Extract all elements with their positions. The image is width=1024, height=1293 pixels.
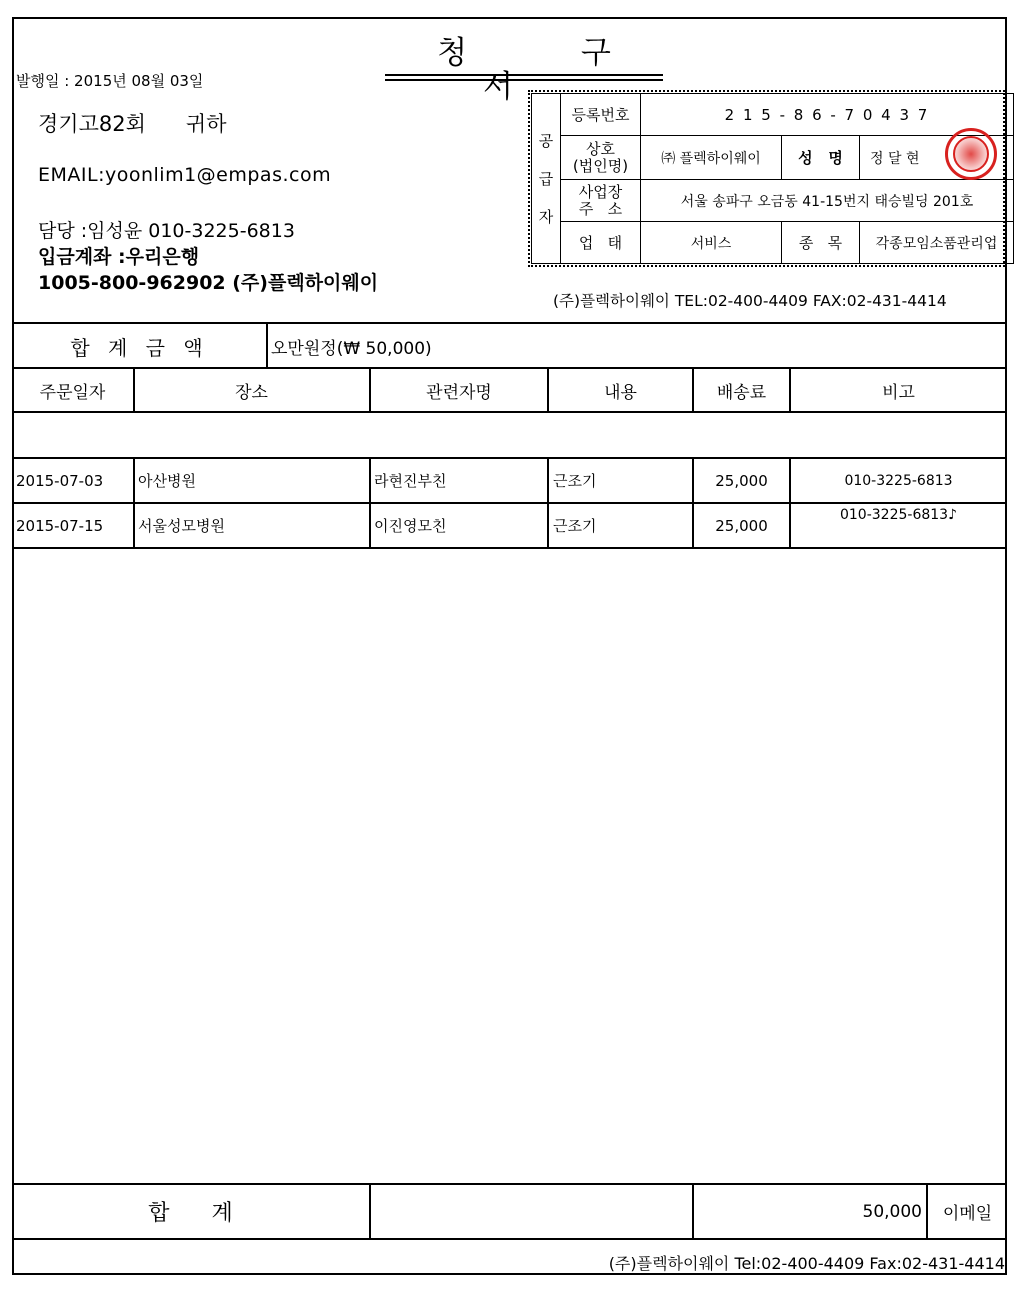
divider <box>12 411 1007 413</box>
col-note: 비고 <box>882 382 915 403</box>
reg-label: 등록번호 <box>561 94 641 136</box>
email: EMAIL:yoonlim1@empas.com <box>38 164 332 186</box>
company-seal-inner-icon <box>953 136 989 172</box>
rep-name: 정 달 현 <box>860 136 951 180</box>
row-person: 라현진부친 <box>374 472 447 490</box>
page-title: 청 구 서 <box>437 35 663 105</box>
company-name: ㈜ 플렉하이웨이 <box>641 136 782 180</box>
sum-amount: 50,000 <box>862 1201 922 1222</box>
row-content: 근조기 <box>553 517 597 535</box>
bank-account: 입금계좌 :우리은행 <box>38 246 200 268</box>
col-content: 내용 <box>604 382 637 403</box>
divider <box>547 457 549 549</box>
title-underline <box>385 79 663 81</box>
divider <box>547 367 549 413</box>
business-type: 서비스 <box>641 222 782 264</box>
recipient: 경기고82회 귀하 <box>38 112 227 136</box>
col-person: 관련자명 <box>426 382 492 403</box>
business-item: 각종모임소품관리업 <box>860 222 1014 264</box>
row-note: 010-3225-6813 <box>844 472 953 489</box>
footer-contact: (주)플렉하이웨이 Tel:02-400-4409 Fax:02-431-4414 <box>608 1253 1005 1273</box>
row-note: 010-3225-6813♪ <box>839 507 958 523</box>
reg-number: 2 1 5 - 8 6 - 7 0 4 3 7 <box>641 94 1014 136</box>
row-place: 서울성모병원 <box>138 517 225 535</box>
row-fee: 25,000 <box>715 516 768 535</box>
address-label: 사업장 주 소 <box>561 180 641 222</box>
divider <box>266 322 268 368</box>
account-number: 1005-800-962902 (주)플렉하이웨이 <box>38 272 379 294</box>
sum-label: 합 계 <box>148 1201 233 1226</box>
address: 서울 송파구 오금동 41-15번지 태승빌딩 201호 <box>641 180 1014 222</box>
row-content: 근조기 <box>553 472 597 490</box>
business-type-label: 업 태 <box>561 222 641 264</box>
row-date: 2015-07-03 <box>16 471 104 490</box>
col-order-date: 주문일자 <box>39 382 106 403</box>
divider <box>12 547 1007 549</box>
divider <box>369 367 371 413</box>
supplier-side-label: 공 급 자 <box>532 94 561 264</box>
divider <box>12 1238 1007 1240</box>
total-amount: 오만원정(₩ 50,000) <box>271 338 432 359</box>
rep-label: 성 명 <box>782 136 860 180</box>
row-place: 아산병원 <box>138 472 196 490</box>
company-contact: (주)플렉하이웨이 TEL:02-400-4409 FAX:02-431-4414 <box>553 292 947 310</box>
divider <box>692 367 694 413</box>
sum-note: 이메일 <box>942 1204 993 1224</box>
row-date: 2015-07-15 <box>16 516 104 535</box>
col-place: 장소 <box>235 382 268 403</box>
row-fee: 25,000 <box>715 471 768 490</box>
row-person: 이진영모친 <box>374 517 447 535</box>
divider <box>133 367 135 413</box>
divider <box>133 457 135 549</box>
contact-person: 담당 :임성윤 010-3225-6813 <box>38 220 295 242</box>
item-label: 종 목 <box>782 222 860 264</box>
divider <box>789 367 791 413</box>
total-label: 합 계 금 액 <box>70 335 209 360</box>
col-fee: 배송료 <box>716 382 767 403</box>
issue-date: 발행일 : 2015년 08월 03일 <box>16 72 204 90</box>
divider <box>369 457 371 549</box>
divider <box>369 1183 371 1240</box>
supplier-table <box>531 93 1014 264</box>
title-underline <box>385 74 663 76</box>
company-label: 상호 (법인명) <box>561 136 641 180</box>
